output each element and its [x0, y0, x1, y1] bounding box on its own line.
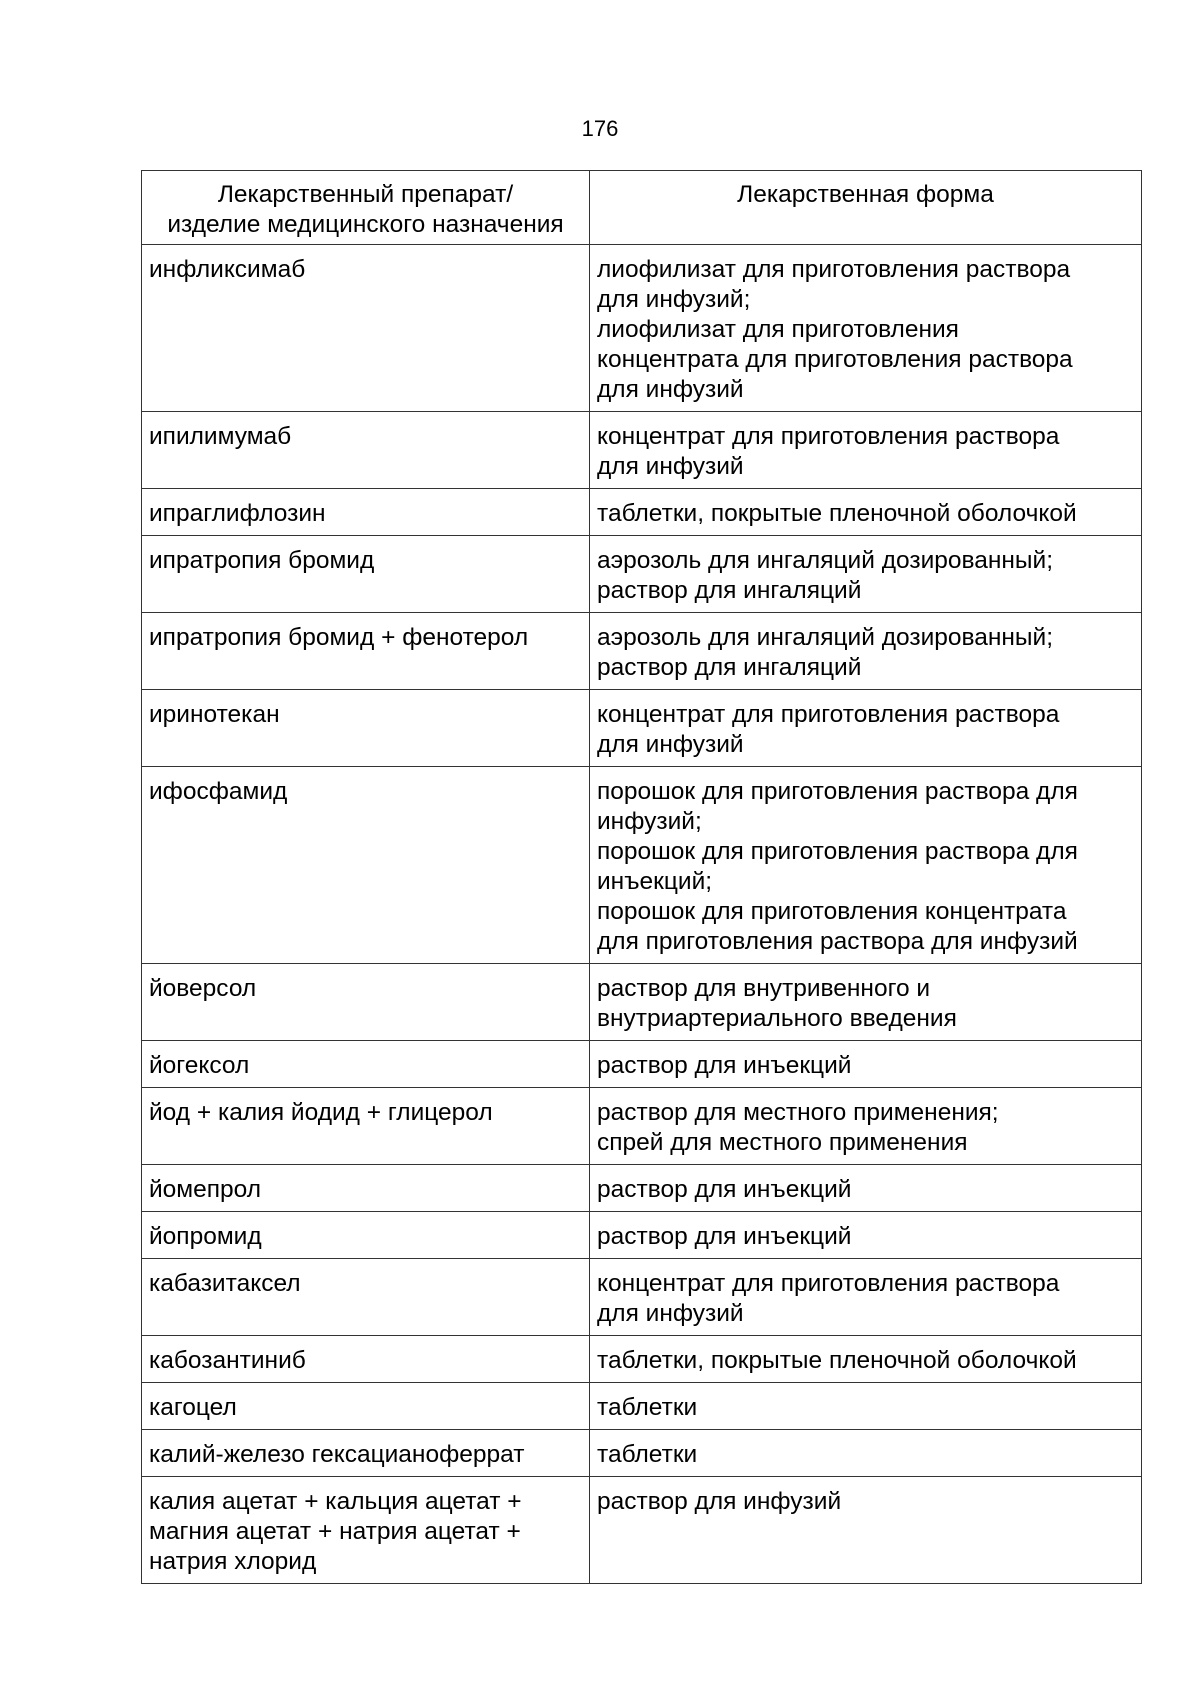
cell-text-line: для инфузий; [597, 286, 751, 313]
cell-text-line: кагоцел [149, 1394, 237, 1421]
table-row [142, 412, 1142, 489]
cell-text-line: концентрат для приготовления раствора [597, 423, 1060, 450]
table-row [142, 1259, 1142, 1336]
cell-text-line: таблетки [597, 1441, 698, 1468]
cell-text-line: иринотекан [149, 701, 280, 728]
cell-text-line: таблетки [597, 1394, 698, 1421]
drug-cell [142, 489, 590, 536]
drug-cell [142, 1383, 590, 1430]
cell-text-line: натрия хлорид [149, 1548, 317, 1575]
table-row [142, 245, 1142, 412]
table-row [142, 1477, 1142, 1584]
cell-text-line: инфликсимаб [149, 256, 306, 283]
cell-text-line: Лекарственная форма [737, 181, 994, 208]
form-cell [590, 1430, 1142, 1477]
drug-cell [142, 690, 590, 767]
table-row [142, 536, 1142, 613]
drug-cell [142, 767, 590, 964]
cell-text-line: ифосфамид [149, 778, 288, 805]
cell-text-line: йомепрол [149, 1176, 262, 1203]
cell-text-line: внутриартериального введения [597, 1005, 957, 1032]
header-drug [142, 171, 590, 245]
form-cell [590, 489, 1142, 536]
table-header [142, 171, 1142, 245]
drug-table [141, 170, 1142, 1584]
cell-text-line: для инфузий [597, 1300, 744, 1327]
cell-text-line: лиофилизат для приготовления [597, 316, 959, 343]
cell-text-line: ипратропия бромид + фенотерол [149, 624, 529, 651]
table-row [142, 613, 1142, 690]
cell-text-line: концентрат для приготовления раствора [597, 701, 1060, 728]
cell-text-line: ипраглифлозин [149, 500, 326, 527]
cell-text-line: концентрат для приготовления раствора [597, 1270, 1060, 1297]
table-row [142, 1165, 1142, 1212]
drug-cell [142, 1041, 590, 1088]
cell-text-line: йоверсол [149, 975, 257, 1002]
header-row [142, 171, 1142, 245]
cell-text-line: раствор для инъекций [597, 1052, 852, 1079]
cell-text-line: раствор для инъекций [597, 1176, 852, 1203]
cell-text-line: для инфузий [597, 376, 744, 403]
form-cell [590, 1259, 1142, 1336]
table-row [142, 489, 1142, 536]
cell-text-line: раствор для инфузий [597, 1488, 842, 1515]
drug-cell [142, 964, 590, 1041]
form-cell [590, 245, 1142, 412]
cell-text-line: таблетки, покрытые пленочной оболочкой [597, 1347, 1077, 1374]
cell-text-line: порошок для приготовления концентрата [597, 898, 1067, 925]
table-row [142, 1430, 1142, 1477]
table-row [142, 1383, 1142, 1430]
cell-text-line: раствор для внутривенного и [597, 975, 931, 1002]
page-number: 176 [581, 116, 619, 141]
cell-text-line: калий-железо гексацианоферрат [149, 1441, 525, 1468]
cell-text-line: концентрата для приготовления раствора [597, 346, 1073, 373]
cell-text-line: раствор для местного применения; [597, 1099, 999, 1126]
form-cell [590, 767, 1142, 964]
drug-cell [142, 613, 590, 690]
cell-text-line: ипилимумаб [149, 423, 292, 450]
drug-cell [142, 1430, 590, 1477]
cell-text-line: йогексол [149, 1052, 250, 1079]
form-cell [590, 1383, 1142, 1430]
form-cell [590, 1041, 1142, 1088]
form-cell [590, 1336, 1142, 1383]
form-cell [590, 1165, 1142, 1212]
cell-text-line: магния ацетат + натрия ацетат + [149, 1518, 521, 1545]
cell-text-line: порошок для приготовления раствора для [597, 838, 1078, 865]
cell-text-line: инъекций; [597, 868, 713, 895]
drug-cell [142, 1165, 590, 1212]
drug-cell [142, 1212, 590, 1259]
form-cell [590, 613, 1142, 690]
drug-cell [142, 245, 590, 412]
cell-text-line: калия ацетат + кальция ацетат + [149, 1488, 522, 1515]
header-form [590, 171, 1142, 245]
cell-text-line: йопромид [149, 1223, 262, 1250]
drug-cell [142, 1259, 590, 1336]
form-cell [590, 536, 1142, 613]
form-cell [590, 412, 1142, 489]
cell-text-line: спрей для местного применения [597, 1129, 968, 1156]
cell-text-line: кабозантиниб [149, 1347, 306, 1374]
cell-text-line: для приготовления раствора для инфузий [597, 928, 1078, 955]
cell-text-line: раствор для ингаляций [597, 654, 862, 681]
cell-text-line: инфузий; [597, 808, 702, 835]
table-row [142, 1088, 1142, 1165]
cell-text-line: для инфузий [597, 453, 744, 480]
cell-text-line: кабазитаксел [149, 1270, 301, 1297]
cell-text-line: аэрозоль для ингаляций дозированный; [597, 547, 1054, 574]
cell-text-line: раствор для ингаляций [597, 577, 862, 604]
table-row [142, 1212, 1142, 1259]
drug-cell [142, 1336, 590, 1383]
form-cell [590, 1212, 1142, 1259]
cell-text-line: порошок для приготовления раствора для [597, 778, 1078, 805]
cell-text-line: для инфузий [597, 731, 744, 758]
table-row [142, 1041, 1142, 1088]
cell-text-line: аэрозоль для ингаляций дозированный; [597, 624, 1054, 651]
cell-text-line: лиофилизат для приготовления раствора [597, 256, 1071, 283]
form-cell [590, 1088, 1142, 1165]
form-cell [590, 964, 1142, 1041]
drug-cell [142, 536, 590, 613]
cell-text-line: Лекарственный препарат/ [217, 181, 514, 208]
cell-text-line: таблетки, покрытые пленочной оболочкой [597, 500, 1077, 527]
form-cell [590, 1477, 1142, 1584]
table-row [142, 1336, 1142, 1383]
drug-cell [142, 1088, 590, 1165]
table-row [142, 690, 1142, 767]
drug-cell [142, 412, 590, 489]
cell-text-line: йод + калия йодид + глицерол [149, 1099, 493, 1126]
cell-text-line: ипратропия бромид [149, 547, 375, 574]
cell-text-line: изделие медицинского назначения [167, 211, 564, 238]
table-row [142, 964, 1142, 1041]
form-cell [590, 690, 1142, 767]
drug-cell [142, 1477, 590, 1584]
table-body [142, 245, 1142, 1584]
cell-text-line: раствор для инъекций [597, 1223, 852, 1250]
table-row [142, 767, 1142, 964]
